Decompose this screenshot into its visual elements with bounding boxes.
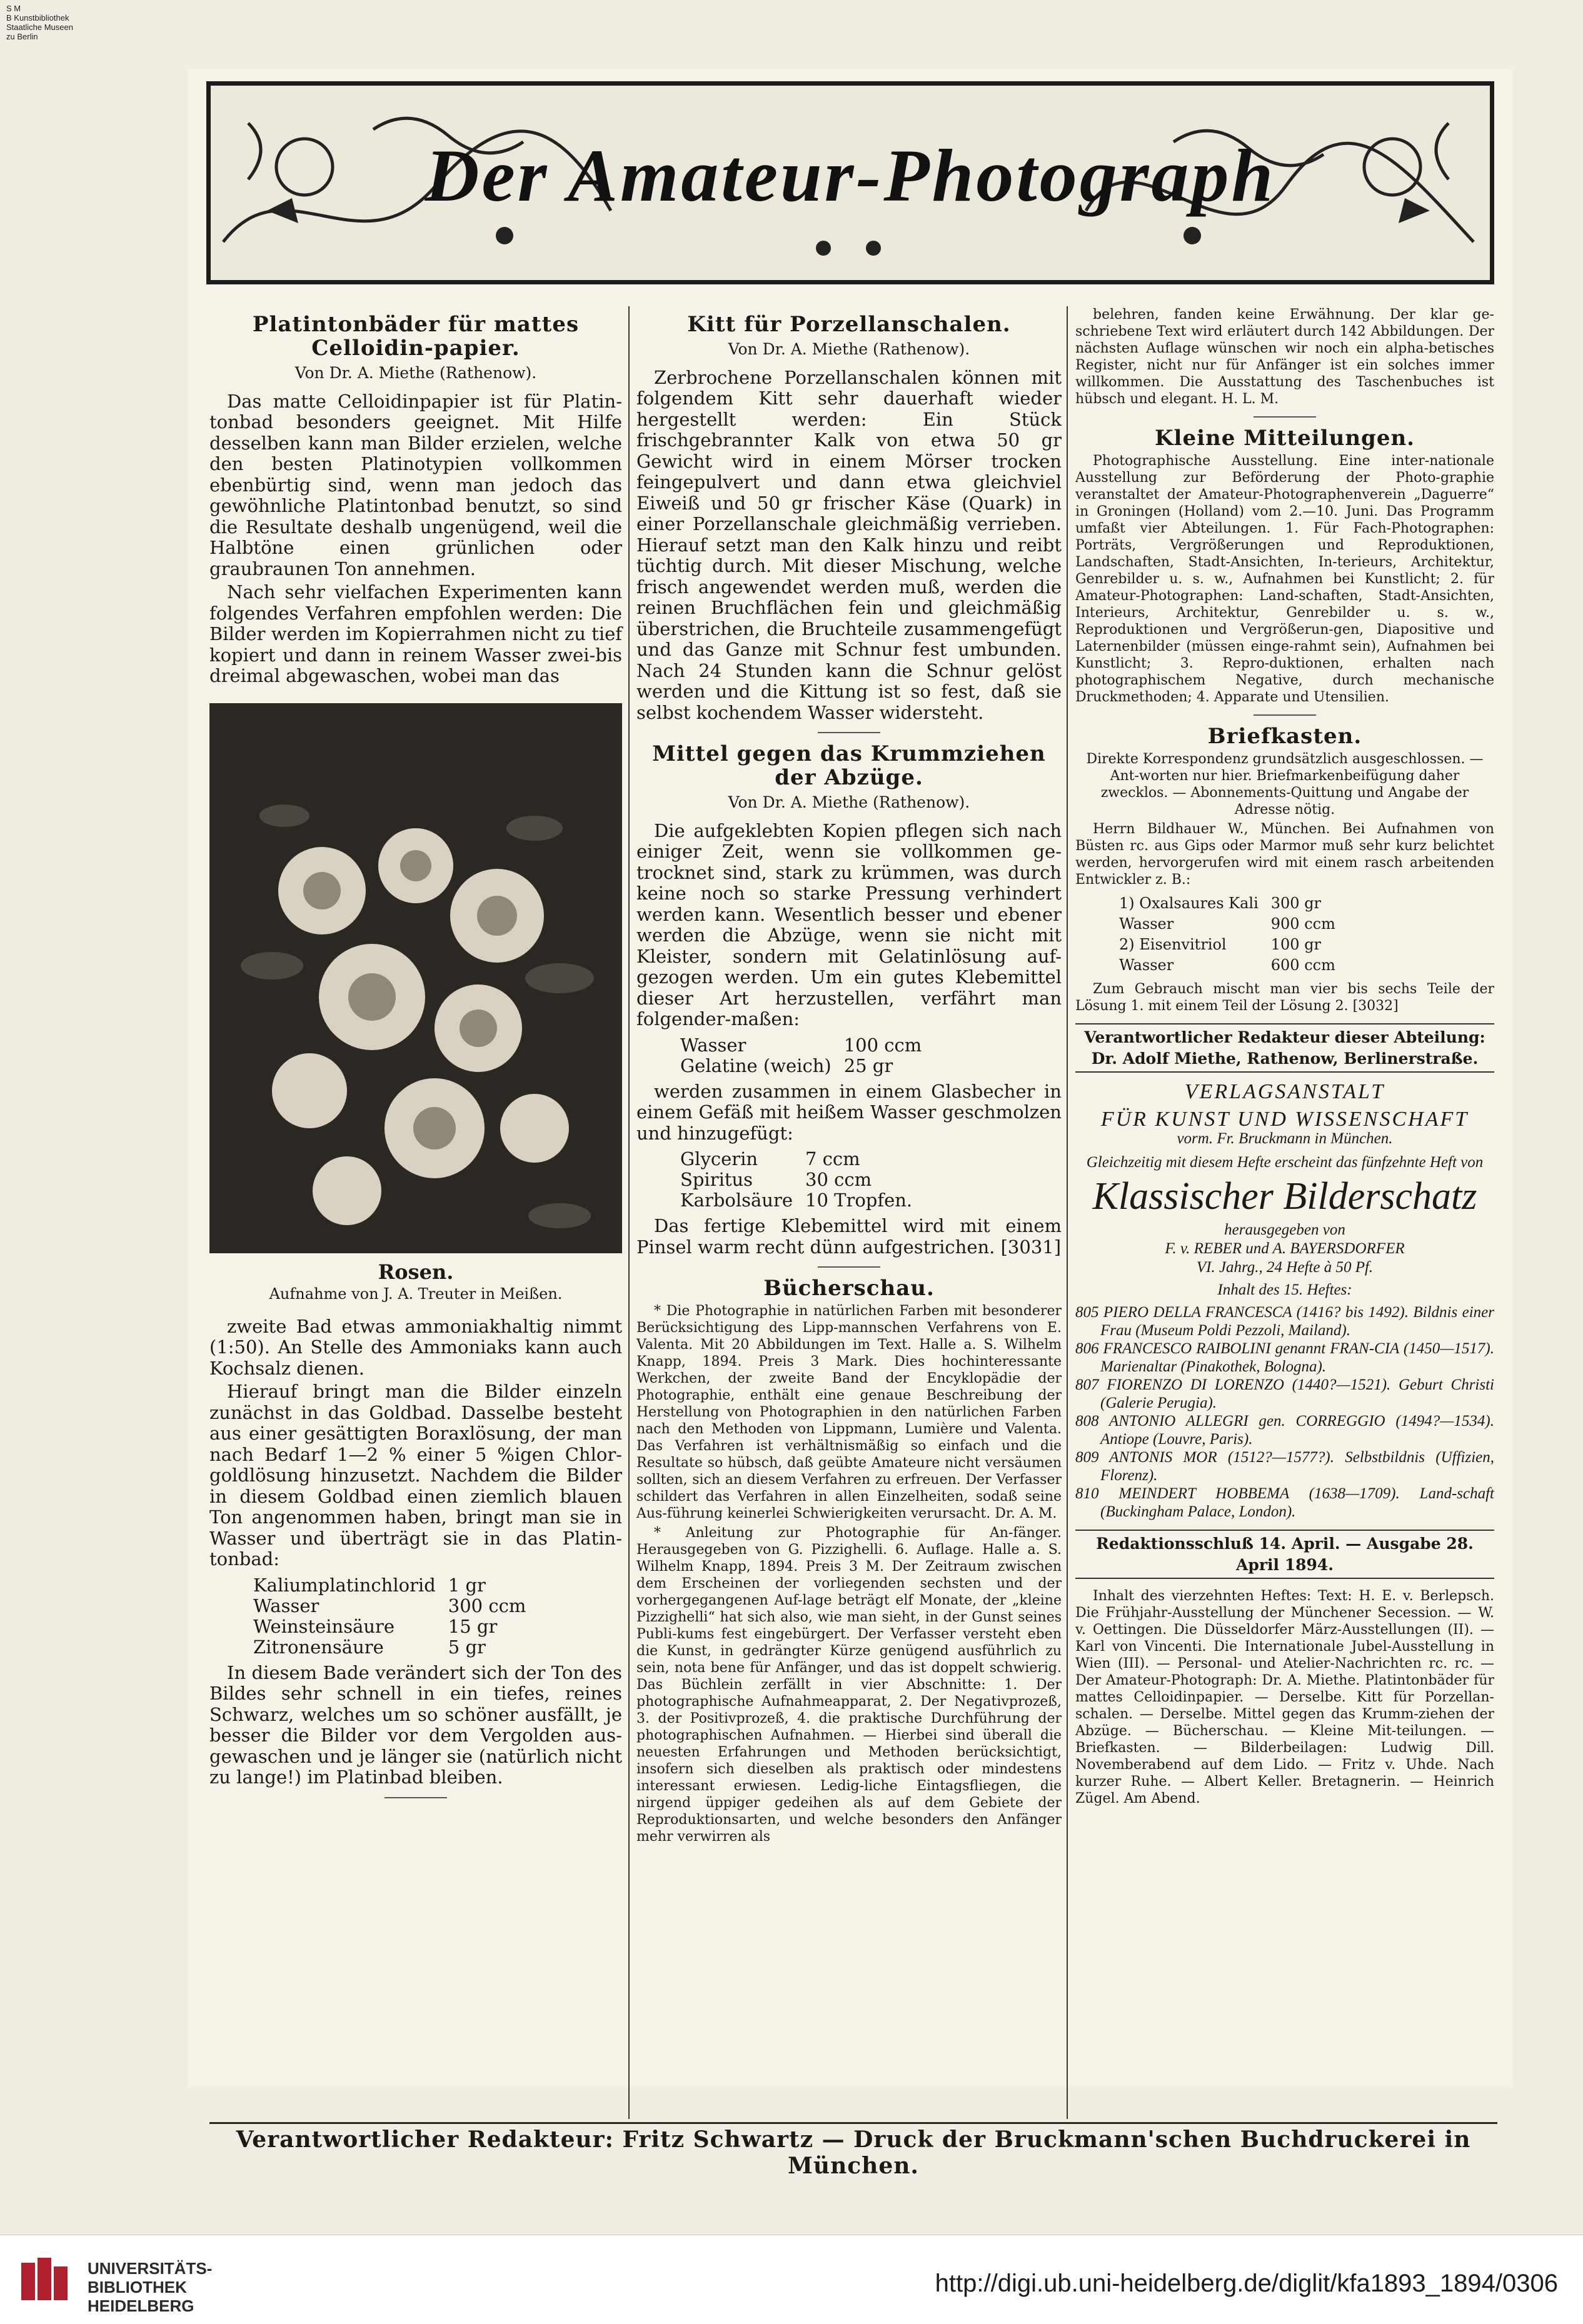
recipe-row [680,1190,925,1211]
column-left [209,306,622,1807]
recipe-item: Zitronensäure [253,1636,384,1658]
recipe-row [253,1637,538,1658]
masthead-title: Der Amateur-Photograph [425,134,1276,217]
logo-line: UNIVERSITÄTS- [88,2259,213,2278]
column-middle [636,306,1062,1848]
paragraph: Zerbrochene Porzellanschalen können mit folgendem Kitt sehr dauerhaft wieder hergestellt werden: Ein Stück frischgebrannter Kalk von etwa 50 gr Gewicht wird in einem Mörser trocken feingepulvert und dann etwa gleichviel Eiweiß und 50 gr frischer Käse (Quark) in einer Porzellanschale gleichmäßig verrieben. Hierauf setzt man den Kalk hinzu und reibt tüchtig durch. Mit dieser Mischung, welche frisch angewendet werden muß, werden die reinen Bruchflächen fein und gleichmäßig überstrichen, die Bruchteile zusammengefügt und das Ganze mit Schnur fest umbunden. Nach 24 Stunden kann die Schnur gelöst werden und die Kittung ist so fest, daß sie selbst kochendem Wasser widersteht. [636,366,1062,723]
section-title: Kleine Mitteilungen. [1154,426,1415,451]
article-byline: Von Dr. A. Miethe (Rathenow). [728,793,970,811]
recipe-table [680,1149,925,1211]
paragraph: Hierauf bringt man die Bilder einzeln zunächst in das Goldbad. Dasselbe besteht aus einer gesättigten Boraxlösung, der man nach Bedarf 1—2 % einer 5 %igen Chlor-goldlösung hinzusetzt. Nachdem die Bilder in diesem Goldbad einen ziemlich blauen Ton angenommen haben, bringt man sie in Wasser und überträgt sie in das Platin-tonbad: [209,1381,622,1570]
recipe-row [680,1149,925,1170]
roses-photograph [209,703,622,1253]
recipe-amount: 1 gr [448,1574,486,1596]
recipe-row [1119,893,1348,914]
recipe-item: Glycerin [680,1148,758,1170]
recipe-item: Weinsteinsäure [253,1615,395,1637]
mailbox-notice: Direkte Korrespondenz grundsätzlich ausgeschlossen. — Ant-worten nur hier. Briefmarkenbeifügung daher zwecklos. — Abonnements-Quittung und Angabe der Adresse nötig. [1086,751,1484,818]
recipe-amount: 25 gr [843,1054,893,1076]
review-paragraph: * Anleitung zur Photographie für An-fänger. Herausgegeben von G. Pizzighelli. 6. Auflage. Halle a. S. Wilhelm Knapp, 1894. Preis 3 M. Der Zeitraum zwischen dem Erscheinen der vorliegenden sechsten und der vorhergegangenen Auf-lage beträgt elf Monate, der „kleine Pizzighelli“ hat sich also, wie man sieht, in der Gunst seines Publi-kums fest eingebürgert. Der Verfasser versteht eben die Kunst, in gedrängter Kürze genügend ausführlich zu sein, nota bene für Anfänger, und das ist doppelt schwierig. Das Büchlein zerfällt in vier Abschnitte: 1. Der photographische Aufnahmeapparat, 2. Der Negativprozeß, 3. der Positivprozeß, 4. die praktische Durchführung der photographischen Aufnahmen. — Hierbei sind überall die neuesten Erfahrungen und Methoden berücksichtigt, insofern sich dieselben als praktisch oder mindestens interessant erwiesen. Ledig-liche Eintagsfliegen, die nirgend üppiger gedeihen als auf dem Gebiete der Reproduktionsarten, und welche besonders den Anfänger mehr verwirren als [636,1525,1062,1845]
footer-rule [209,2122,1497,2124]
advert-entry: 805 PIERO DELLA FRANCESCA (1416? bis 1492). Bildnis einer Frau (Museum Poldi Pezzoli, Mailand). [1075,1304,1494,1339]
stamp-line: B Kunstbibliothek [6,13,69,23]
recipe-item: Wasser [253,1595,319,1616]
paragraph: Die aufgeklebten Kopien pflegen sich nach einiger Zeit, wenn sie vollkommen ge-trocknet sind, stark zu krümmen, was durch keine noch so starke Pressung verhindert werden kann. Wesentlich besser und ebener werden die Abzüge, wenn sie nicht mit Kleister, sondern mit Gelatinlösung auf-gezogen werden. Um ein gutes Klebemittel dieser Art herzustellen, verfährt man folgender-maßen: [636,819,1062,1029]
library-logo-text[interactable] [88,2259,212,2315]
advert-entry: 806 FRANCESCO RAIBOLINI genannt FRAN-CIA (1450—1517). Marienaltar (Pinakothek, Bologna). [1075,1340,1494,1375]
advert-editors: herausgegeben von [1224,1221,1345,1238]
advert-entry: 810 MEINDERT HOBBEMA (1638—1709). Land-schaft (Buckingham Palace, London). [1075,1485,1494,1520]
photo-credit: Aufnahme von J. A. Treuter in Meißen. [269,1285,563,1303]
editorial-deadline: Redaktionsschluß 14. April. — Ausgabe 28. April 1894. [1075,1530,1494,1579]
column-rule [1067,306,1068,2119]
column-right [1075,306,1494,1810]
page-footer: Verantwortlicher Redakteur: Fritz Schwartz — Druck der Bruckmann'schen Buchdruckerei in München. [236,2126,1471,2179]
mailbox-answer: Zum Gebrauch mischt man vier bis sechs Teile der Lösung 1. mit einem Teil der Lösung 2. [3032] [1075,981,1494,1014]
advert-heading: VERLAGSANSTALT [1184,1080,1385,1103]
recipe-amount: 10 Tropfen. [805,1190,913,1211]
advert-entry: 809 ANTONIS MOR (1512?—1577?). Selbstbildnis (Uffizien, Florenz). [1075,1449,1494,1484]
paragraph: Nach sehr vielfachen Experimenten kann folgendes Verfahren empfohlen werden: Die Bilder werden im Kopierrahmen nicht zu tief kopiert und dann in reinem Wasser zwei-bis dreimal abgewaschen, wobei man das [209,581,622,686]
recipe-amount: 300 ccm [448,1595,526,1616]
recipe-amount: 30 ccm [805,1169,872,1190]
recipe-table [680,1035,934,1076]
review-continuation: belehren, fanden keine Erwähnung. Der klar ge-schriebene Text wird erläutert durch 142 Abbildungen. Der nächsten Auflage wünschen wir noch ein alpha-betisches Register, nicht nur für Anfänger ist ein solches immer willkommen. Die Ausstattung des Taschenbuches ist hübsch und elegant. H. L. M. [1075,307,1494,407]
library-stamp [6,4,73,41]
logo-line: BIBLIOTHEK [88,2278,187,2296]
recipe-item: 2) Eisenvitriol [1119,936,1227,953]
advert-contents-label: Inhalt des 15. Heftes: [1217,1281,1352,1298]
recipe-amount: 600 ccm [1270,956,1335,974]
recipe-table [1119,893,1348,976]
advert-note: Gleichzeitig mit diesem Hefte erscheint das fünfzehnte Heft von [1086,1154,1484,1171]
recipe-item: Wasser [1119,915,1174,933]
recipe-item: Spiritus [680,1169,753,1190]
paragraph: In diesem Bade verändert sich der Ton des Bildes sehr schnell in ein tiefes, reines Schwarz, welches um so schöner ausfällt, je besser die Bilder vor dem Vergolden aus-gewaschen und je länger sie (natürlich nicht zu lange!) im Platinbad bleiben. [209,1661,622,1788]
recipe-amount: 7 ccm [805,1148,860,1170]
advert-entry: 807 FIORENZO DI LORENZO (1440?—1521). Geburt Christi (Galerie Perugia). [1075,1376,1494,1411]
paragraph: Das fertige Klebemittel wird mit einem Pinsel warm recht dünn aufgestrichen. [3031] [636,1215,1062,1258]
recipe-row [253,1596,538,1616]
paragraph: werden zusammen in einem Glasbecher in einem Gefäß mit heißem Wasser geschmolzen und hinzugefügt: [636,1080,1062,1144]
stamp-line: Staatliche Museen [6,23,73,32]
recipe-item: Wasser [680,1034,746,1056]
responsible-editor [1075,1023,1494,1073]
article-title: Kitt für Porzellanschalen. [687,312,1011,337]
article-title: Platintonbäder für mattes Celloidin-papier. [252,312,580,361]
advert-sub: vorm. Fr. Bruckmann in München. [1177,1130,1393,1147]
recipe-row [253,1575,538,1596]
section-divider [1254,714,1316,716]
recipe-item: Gelatine (weich) [680,1054,832,1076]
photo-title: Rosen. [378,1260,454,1284]
section-divider [384,1797,447,1798]
section-title: Bücherschau. [763,1276,935,1301]
recipe-row [680,1056,934,1076]
recipe-row [253,1616,538,1637]
section-title: Briefkasten. [1207,724,1362,749]
library-logo-icon[interactable] [18,2254,73,2306]
advert-title: Klassischer Bilderschatz [1092,1175,1477,1218]
recipe-row [680,1035,934,1056]
stamp-line: zu Berlin [6,32,38,41]
recipe-amount: 900 ccm [1270,915,1335,933]
advert-editors: VI. Jahrg., 24 Hefte à 50 Pf. [1196,1259,1374,1276]
paragraph: Das matte Celloidinpapier ist für Platin-tonbad besonders geeignet. Mit Hilfe desselben kann man Bilder erzielen, welche den besten Platinotypien vollkommen ebenbürtig sind, wenn man jedoch das gewöhnliche Platintonbad benutzt, so sind die Resultate deshalb ungenügend, weil die Halbtöne einen grünlichen oder graubraunen Ton annehmen. [209,390,622,579]
section-divider [1254,416,1316,418]
recipe-row [1119,934,1348,955]
paragraph: zweite Bad etwas ammoniakhaltig nimmt (1:50). An Stelle des Ammoniaks kann auch Kochsalz dienen. [209,1315,622,1379]
stamp-line: S M [6,4,21,13]
roses-illustration [209,703,622,1253]
advert-editors: F. v. REBER und A. BAYERSDORFER [1165,1240,1405,1257]
recipe-amount: 5 gr [448,1636,486,1658]
table-of-contents: Inhalt des vierzehnten Heftes: Text: H. E. v. Berlepsch. Die Frühjahr-Ausstellung der Münchener Secession. — W. v. Oettingen. Die Düsseldorfer März-Ausstellungen (II). — Karl von Vincenti. Die Internationale Jubel-Ausstellung in Wien (III). — Personal- und Atelier-Nachrichten rc. rc. — Der Amateur-Photograph: Dr. A. Miethe. Platintonbäder für mattes Celloidinpapier. — Derselbe. Kitt für Porzellan-schalen. — Derselbe. Mittel gegen das Krumm-ziehen der Abzüge. — Bücherschau. — Kleine Mit-teilungen. — Briefkasten. — Bilderbeilagen: Ludwig Dill. Novemberabend auf dem Lido. — Fritz v. Uhde. Nach kurzer Ruhe. — Albert Keller. Bretagnerin. — Heinrich Zügel. Am Abend. [1075,1588,1494,1806]
review-paragraph: * Die Photographie in natürlichen Farben mit besonderer Berücksichtigung des Lipp-mannschen Verfahrens von E. Valenta. Mit 20 Abbildungen im Text. Halle a. S. Wilhelm Knapp, 1894. Preis 3 Mark. Dies hochinteressante Werkchen, der zweite Band der Encyklopädie der Photographie, enthält eine genaue Beschreibung der Herstellung von Photographien in den natürlichen Farben nach den Methoden von Lippmann, Lumière und Valenta. Das Verfahren ist verhältnismäßig so einfach und die Resultate so hübsch, daß geübte Amateure nicht versäumen sollten, sich an diesem Verfahren zu erfreuen. Der Verfasser schildert das Verfahren in allen Einzelheiten, sodaß seine Aus-führung keinerlei Schwierigkeiten verursacht. Dr. A. M. [636,1303,1062,1521]
recipe-item: Wasser [1119,956,1174,974]
responsible-name: Dr. Adolf Miethe, Rathenow, Berlinerstraße. [1091,1049,1479,1068]
recipe-item: 1) Oxalsaures Kali [1119,894,1259,912]
publisher-advert [1075,1081,1494,1521]
section-divider [818,1266,880,1268]
column-rule [628,306,630,2119]
advert-heading: FÜR KUNST UND WISSENSCHAFT [1100,1107,1469,1131]
recipe-item: Kaliumplatinchlorid [253,1574,436,1596]
logo-line: HEIDELBERG [88,2296,194,2315]
viewer-bottom-bar [0,2235,1583,2324]
article-byline: Von Dr. A. Miethe (Rathenow). [728,340,970,358]
mailbox-answer: Herrn Bildhauer W., München. Bei Aufnahmen von Büsten rc. aus Gips oder Marmor muß sehr kurz belichtet werden, hervorgerufen wird mit einem rasch arbeitenden Entwickler z. B.: [1075,821,1494,888]
responsible-label: Verantwortlicher Redakteur dieser Abteilung: [1084,1028,1485,1046]
recipe-row [1119,914,1348,934]
recipe-amount: 100 ccm [843,1034,922,1056]
recipe-item: Karbolsäure [680,1190,793,1211]
news-paragraph: Photographische Ausstellung. Eine inter-nationale Ausstellung zur Beförderung der Photo-graphie veranstaltet der Amateur-Photographenverein „Daguerre“ in Groningen (Holland) vom 2.—10. Juni. Das Programm umfaßt vier Abteilungen. 1. Für Fach-Photographen: Porträts, Vergrößerungen und Reproduktionen, Landschaften, Stadt-Ansichten, In-terieurs, Architektur, Genrebilder u. s. w., Aufnahmen bei Kunstlicht; 2. für Amateur-Photographen: Land-schaften, Stadt-Ansichten, Interieurs, Architektur, Genrebilder u. s. w., Reproduktionen und Vergrößerun-gen, Diapositive und Laternenbilder (müssen einge-rahmt sein), Aufnahmen bei Kunstlicht; 3. Repro-duktionen, erhalten nach photographischem Negative, durch mechanische Druckmethoden; 4. Apparate und Utensilien. [1075,453,1494,705]
article-byline: Von Dr. A. Miethe (Rathenow). [294,364,537,382]
article-title: Mittel gegen das Krummziehen der Abzüge. [652,741,1046,790]
recipe-table [253,1575,538,1658]
permalink-url[interactable]: http://digi.ub.uni-heidelberg.de/diglit/kfa1893_1894/0306 [935,2270,1558,2297]
recipe-row [1119,955,1348,976]
advert-entry: 808 ANTONIO ALLEGRI gen. CORREGGIO (1494?—1534). Antiope (Louvre, Paris). [1075,1413,1494,1448]
recipe-row [680,1170,925,1190]
masthead-ornament [206,81,1494,284]
recipe-amount: 300 gr [1270,894,1322,912]
recipe-amount: 15 gr [448,1615,498,1637]
section-divider [818,732,880,733]
recipe-amount: 100 gr [1270,936,1322,953]
